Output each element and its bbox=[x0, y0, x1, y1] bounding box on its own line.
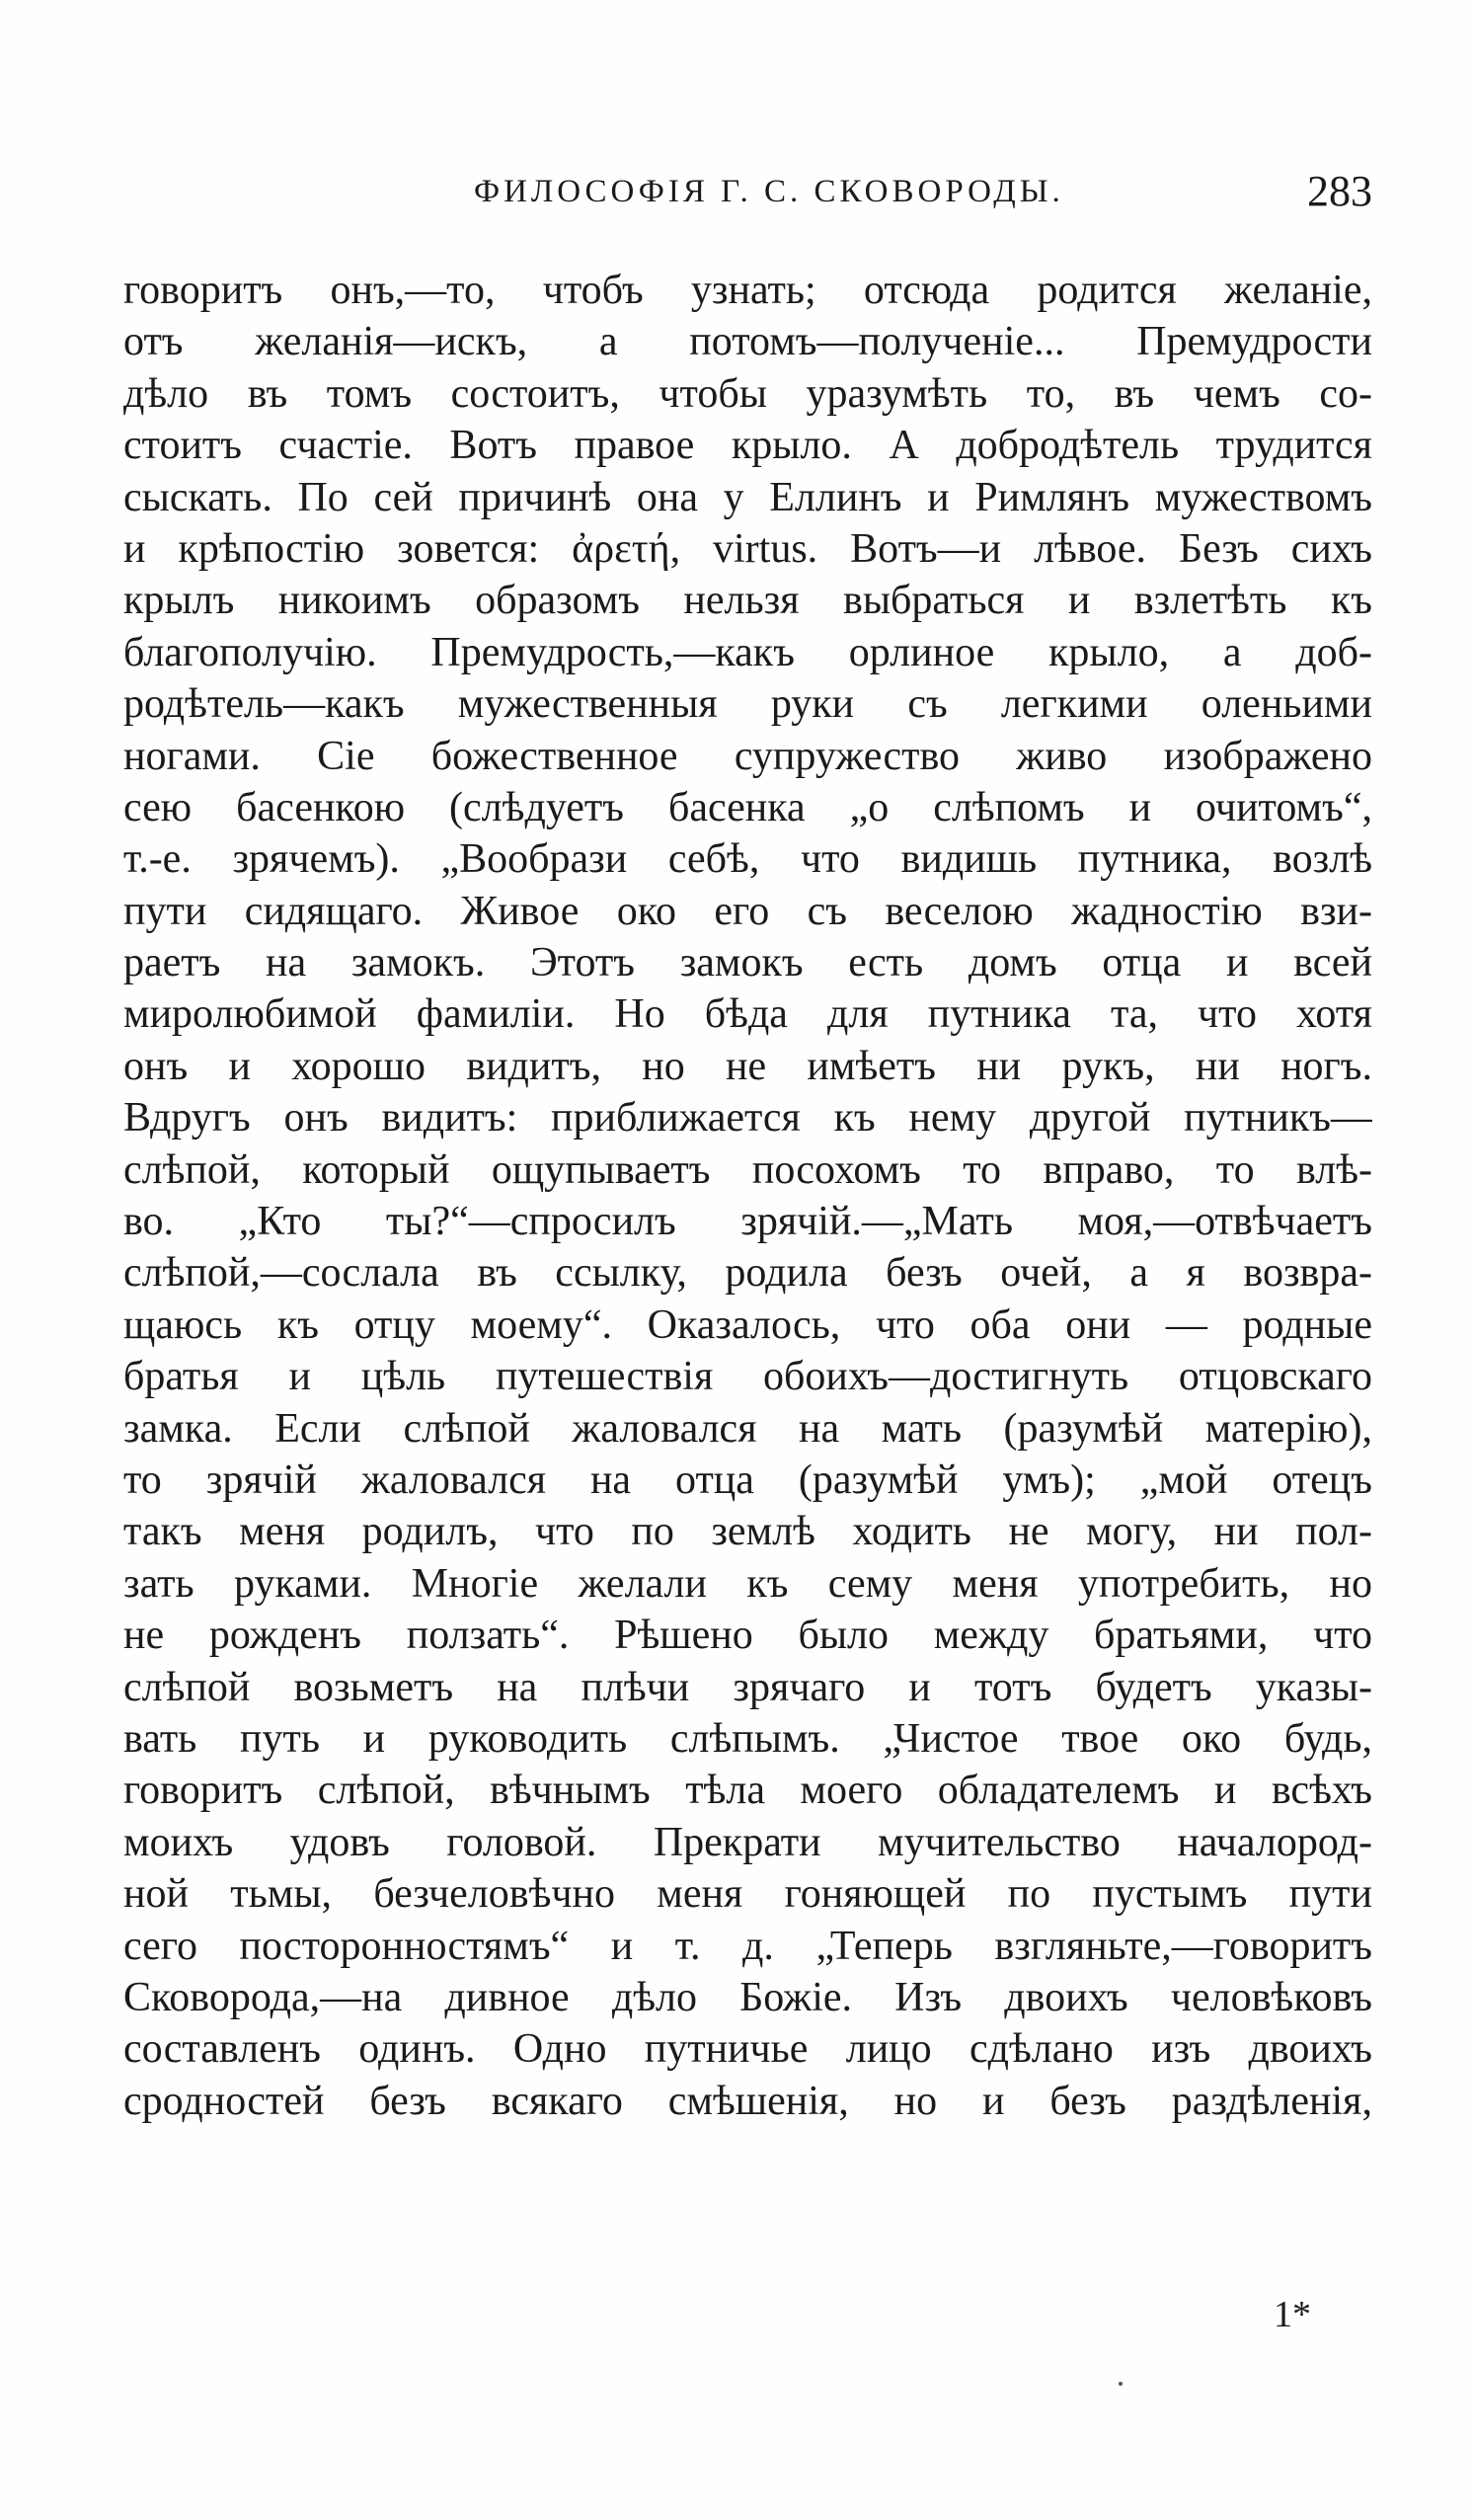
text-line: сродностей безъ всякаго смѣшенія, но и безъ раздѣленія, bbox=[123, 2078, 1372, 2124]
text-line: родѣтель—какъ мужественныя руки съ легкими оленьими bbox=[123, 681, 1372, 728]
text-line: стоитъ счастіе. Вотъ правое крыло. А добродѣтель трудится bbox=[123, 423, 1372, 469]
page-number: 283 bbox=[1307, 167, 1372, 215]
text-line: слѣпой возьметъ на плѣчи зрячаго и тотъ будетъ указы- bbox=[123, 1664, 1372, 1710]
text-line: то зрячій жаловался на отца (разумѣй умъ); „мой отецъ bbox=[123, 1457, 1372, 1503]
text-line: говоритъ онъ,—то, чтобъ узнать; отсюда родится желаніе, bbox=[123, 268, 1372, 313]
text-line: такъ меня родилъ, что по землѣ ходить не могу, ни пол- bbox=[123, 1509, 1372, 1555]
text-line: щаюсь къ отцу моему“. Оказалось, что оба они — родные bbox=[123, 1301, 1372, 1348]
text-line: сыскать. По сей причинѣ она у Еллинъ и Римлянъ мужествомъ bbox=[123, 474, 1372, 520]
text-line: миролюбимой фамиліи. Но бѣда для путника та, что хотя bbox=[123, 991, 1372, 1038]
text-line: дѣло въ томъ состоитъ, чтобы уразумѣть то, въ чемъ со- bbox=[123, 370, 1372, 417]
text-line: сею басенкою (слѣдуетъ басенка „о слѣпомъ и очитомъ“, bbox=[123, 784, 1372, 830]
text-line: Вдругъ онъ видитъ: приближается къ нему другой путникъ— bbox=[123, 1095, 1372, 1142]
text-line: благополучію. Премудрость,—какъ орлиное крыло, а доб- bbox=[123, 629, 1372, 675]
text-line: братья и цѣль путешествія обоихъ—достигнуть отцовскаго bbox=[123, 1354, 1372, 1400]
text-line: вать путь и руководить слѣпымъ. „Чистое твое око будь, bbox=[123, 1715, 1372, 1762]
text-line: отъ желанія—искъ, а потомъ—полученіе... Премудрости bbox=[123, 319, 1372, 365]
text-line: Сковорода,—на дивное дѣло Божіе. Изъ двоихъ человѣковъ bbox=[123, 1974, 1372, 2020]
text-line: ной тьмы, безчеловѣчно меня гоняющей по пустымъ пути bbox=[123, 1871, 1372, 1918]
running-head bbox=[123, 166, 1372, 225]
text-line: моихъ удовъ головой. Прекрати мучительство началород- bbox=[123, 1819, 1372, 1865]
text-line: онъ и хорошо видитъ, но не имѣетъ ни рукъ, ни ногъ. bbox=[123, 1043, 1372, 1089]
text-line: слѣпой, который ощупываетъ посохомъ то вправо, то влѣ- bbox=[123, 1146, 1372, 1193]
text-line: т.-е. зрячемъ). „Вообрази себѣ, что видишь путника, возлѣ bbox=[123, 836, 1372, 883]
print-speck bbox=[1119, 2382, 1123, 2386]
text-line: говоритъ слѣпой, вѣчнымъ тѣла моего обладателемъ и всѣхъ bbox=[123, 1768, 1372, 1814]
signature-mark: 1* bbox=[1274, 2294, 1311, 2335]
text-line: составленъ одинъ. Одно путничье лицо сдѣлано изъ двоихъ bbox=[123, 2026, 1372, 2073]
text-line: ногами. Сіе божественное супружество живо изображено bbox=[123, 733, 1372, 779]
text-line: крылъ никоимъ образомъ нельзя выбраться и взлетѣть къ bbox=[123, 578, 1372, 624]
text-line: и крѣпостію зовется: ἀρετή, virtus. Вотъ—и лѣвое. Безъ сихъ bbox=[123, 525, 1372, 572]
running-title: ФИЛОСОФІЯ Г. С. СКОВОРОДЫ. bbox=[474, 174, 1064, 209]
text-line: замка. Если слѣпой жаловался на мать (разумѣй матерію), bbox=[123, 1405, 1372, 1452]
text-line: зать руками. Многіе желали къ сему меня употребить, но bbox=[123, 1560, 1372, 1607]
text-line: сего посторонностямъ“ и т. д. „Теперь взгляньте,—говоритъ bbox=[123, 1923, 1372, 1969]
text-line: слѣпой,—сослала въ ссылку, родила безъ очей, а я возвра- bbox=[123, 1250, 1372, 1297]
text-line: во. „Кто ты?“—спросилъ зрячій.—„Мать моя,—отвѣчаетъ bbox=[123, 1199, 1372, 1245]
text-line: раетъ на замокъ. Этотъ замокъ есть домъ отца и всей bbox=[123, 940, 1372, 986]
text-line: не рожденъ ползать“. Рѣшено было между братьями, что bbox=[123, 1613, 1372, 1659]
text-line: пути сидящаго. Живое око его съ веселою жадностію взи- bbox=[123, 888, 1372, 934]
body-text bbox=[123, 265, 1372, 2127]
